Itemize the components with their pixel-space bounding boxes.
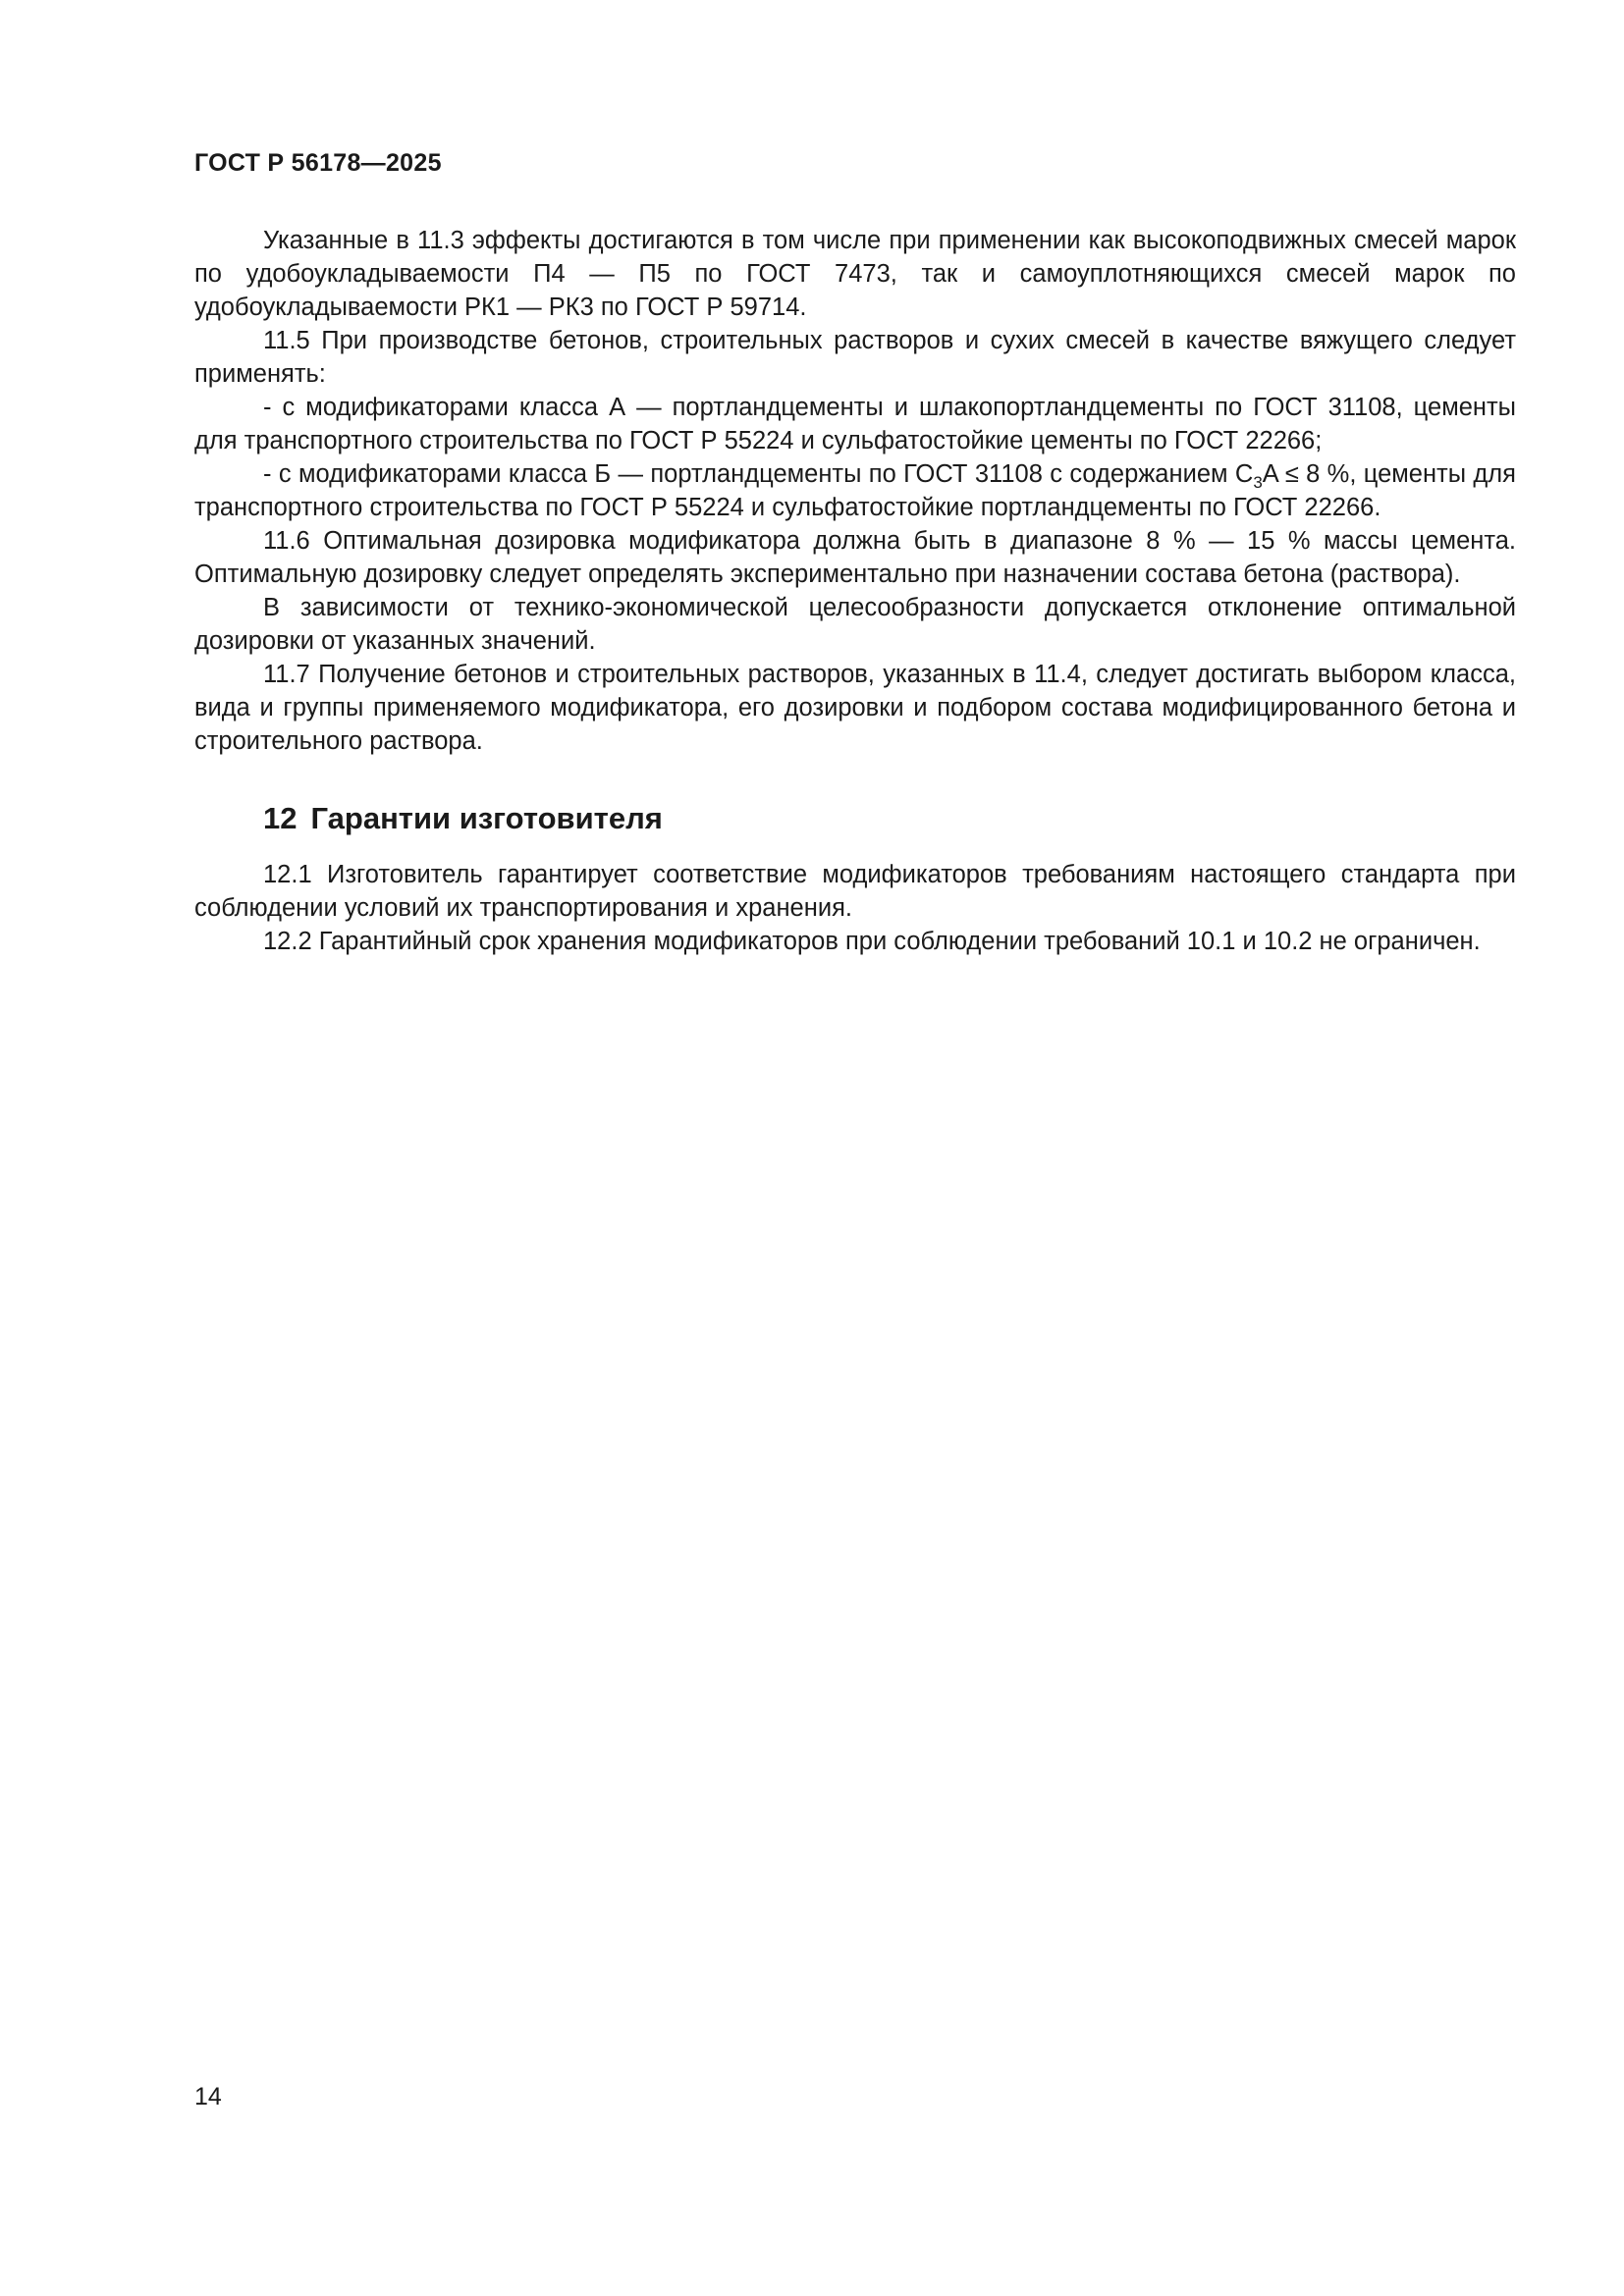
section-title: Гарантии изготовителя (310, 801, 663, 835)
paragraph-12-2: 12.2 Гарантийный срок хранения модификаторов при соблюдении требований 10.1 и 10.2 не ограничен. (263, 928, 1481, 955)
document-header: ГОСТ Р 56178—2025 (194, 149, 442, 177)
paragraph-11-5: 11.5 При производстве бетонов, строительных растворов и сухих смесей в качестве вяжущего следует применять: (194, 327, 1516, 388)
subscript-3: 3 (1253, 473, 1263, 492)
page-number: 14 (194, 2083, 222, 2110)
list-item-class-a: - с модификаторами класса А — портландцементы и шлакопортландцементы по ГОСТ 31108, цементы для транспортного строительства по ГОСТ Р 55224 и сульфатостойкие цементы по ГОСТ 22266; (194, 394, 1516, 454)
section-heading (194, 799, 1516, 838)
list-item-class-b-text-end: A ≤ 8 %, цементы для транспортного строительства по ГОСТ Р 55224 и сульфатостойкие портландцементы по ГОСТ 22266. (194, 460, 1516, 521)
section-number: 12 (263, 801, 298, 835)
list-item-class-b-text-start: - с модификаторами класса Б — портландцементы по ГОСТ 31108 с содержанием C (263, 460, 1254, 488)
document-body (194, 224, 1516, 958)
paragraph-11-7: 11.7 Получение бетонов и строительных растворов, указанных в 11.4, следует достигать выбором класса, вида и группы применяемого модификатора, его дозировки и подбором состава модифицированного бетона и строительного раствора. (194, 661, 1516, 755)
list-item-class-b (194, 457, 1516, 524)
paragraph-dosage-deviation: В зависимости от технико-экономической целесообразности допускается отклонение оптимальной дозировки от указанных значений. (194, 594, 1516, 655)
paragraph-11-6: 11.6 Оптимальная дозировка модификатора должна быть в диапазоне 8 % — 15 % массы цемента. Оптимальную дозировку следует определять экспериментально при назначении состава бетона (раствора). (194, 527, 1516, 588)
paragraph-11-3-effects: Указанные в 11.3 эффекты достигаются в том числе при применении как высокоподвижных смесей марок по удобоукладываемости П4 — П5 по ГОСТ 7473, так и самоуплотняющихся смесей марок по удобоукладываемости РК1 — РК3 по ГОСТ Р 59714. (194, 227, 1516, 321)
paragraph-12-1: 12.1 Изготовитель гарантирует соответствие модификаторов требованиям настоящего стандарта при соблюдении условий их транспортирования и хранения. (194, 861, 1516, 922)
